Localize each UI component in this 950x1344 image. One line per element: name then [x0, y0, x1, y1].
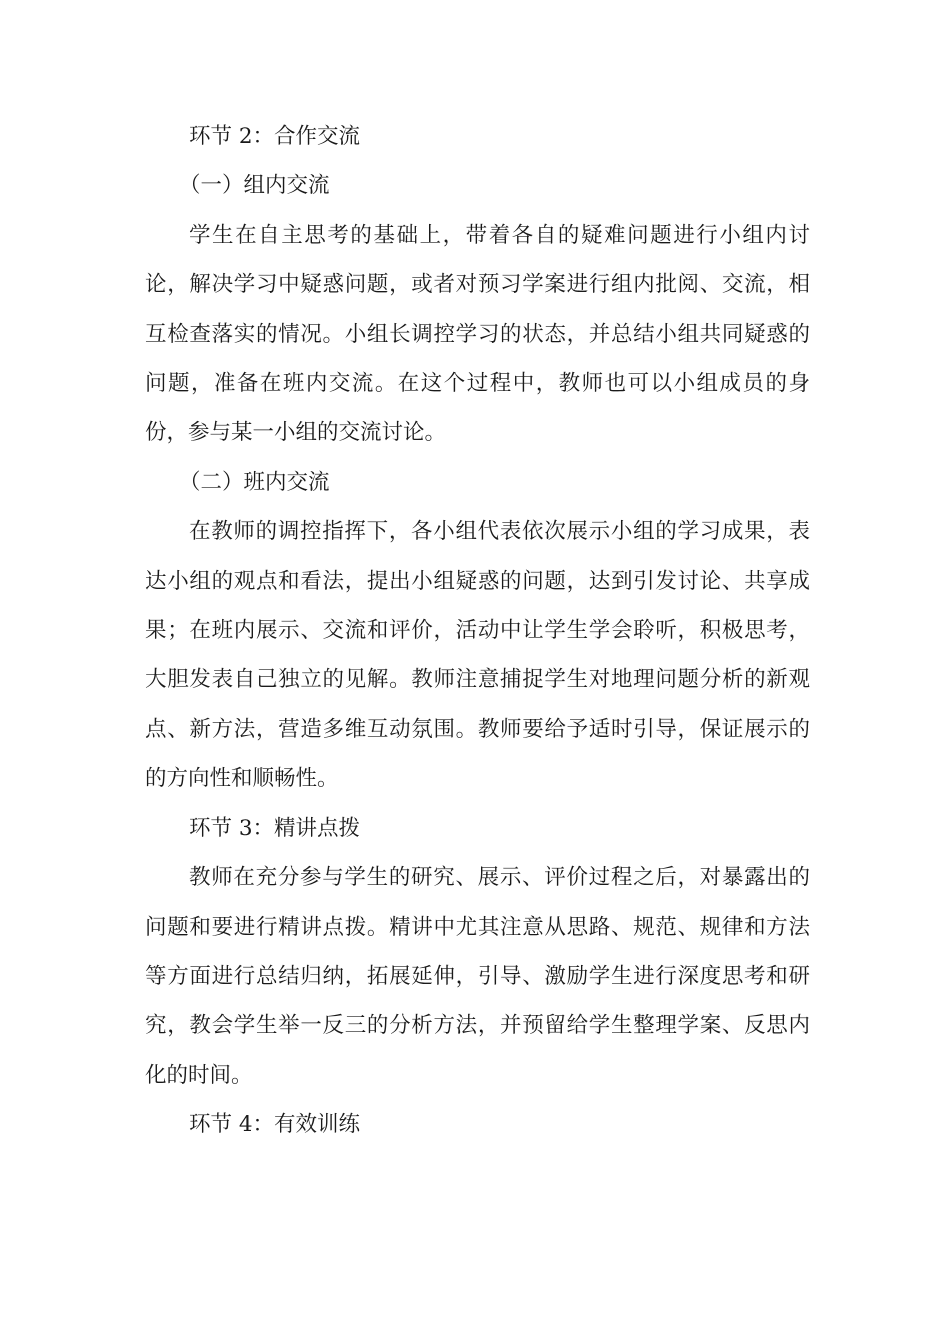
section-heading-step-4: 环节 4：有效训练 — [189, 1112, 361, 1138]
subheading-class-exchange: （二）班内交流 — [179, 469, 330, 495]
subheading-group-exchange: （一）组内交流 — [179, 173, 330, 199]
paragraph-explanation: 教师在充分参与学生的研究、展示、评价过程之后，对暴露出的问题和要进行精讲点拨。精讲中尤其注意从思路、规范、规律和方法等方面进行总结归纳，拓展延伸，引导、激励学生进行深度思考和研究，教会学生举一反三的分析方法，并预留给学生整理学案、反思内化的时间。 — [145, 865, 810, 1088]
document-body — [145, 112, 810, 1150]
paragraph-class-exchange: 在教师的调控指挥下，各小组代表依次展示小组的学习成果，表达小组的观点和看法，提出小组疑惑的问题，达到引发讨论、共享成果；在班内展示、交流和评价，活动中让学生学会聆听，积极思考，大胆发表自己独立的见解。教师注意捕捉学生对地理问题分析的新观点、新方法，营造多维互动氛围。教师要给予适时引导，保证展示的的方向性和顺畅性。 — [145, 519, 810, 792]
paragraph-group-exchange: 学生在自主思考的基础上，带着各自的疑难问题进行小组内讨论，解决学习中疑惑问题，或者对预习学案进行组内批阅、交流，相互检查落实的情况。小组长调控学习的状态，并总结小组共同疑惑的问题，准备在班内交流。在这个过程中，教师也可以小组成员的身份，参与某一小组的交流讨论。 — [145, 222, 810, 446]
section-heading-step-2: 环节 2：合作交流 — [189, 124, 361, 149]
section-heading-step-3: 环节 3：精讲点拨 — [189, 815, 361, 841]
